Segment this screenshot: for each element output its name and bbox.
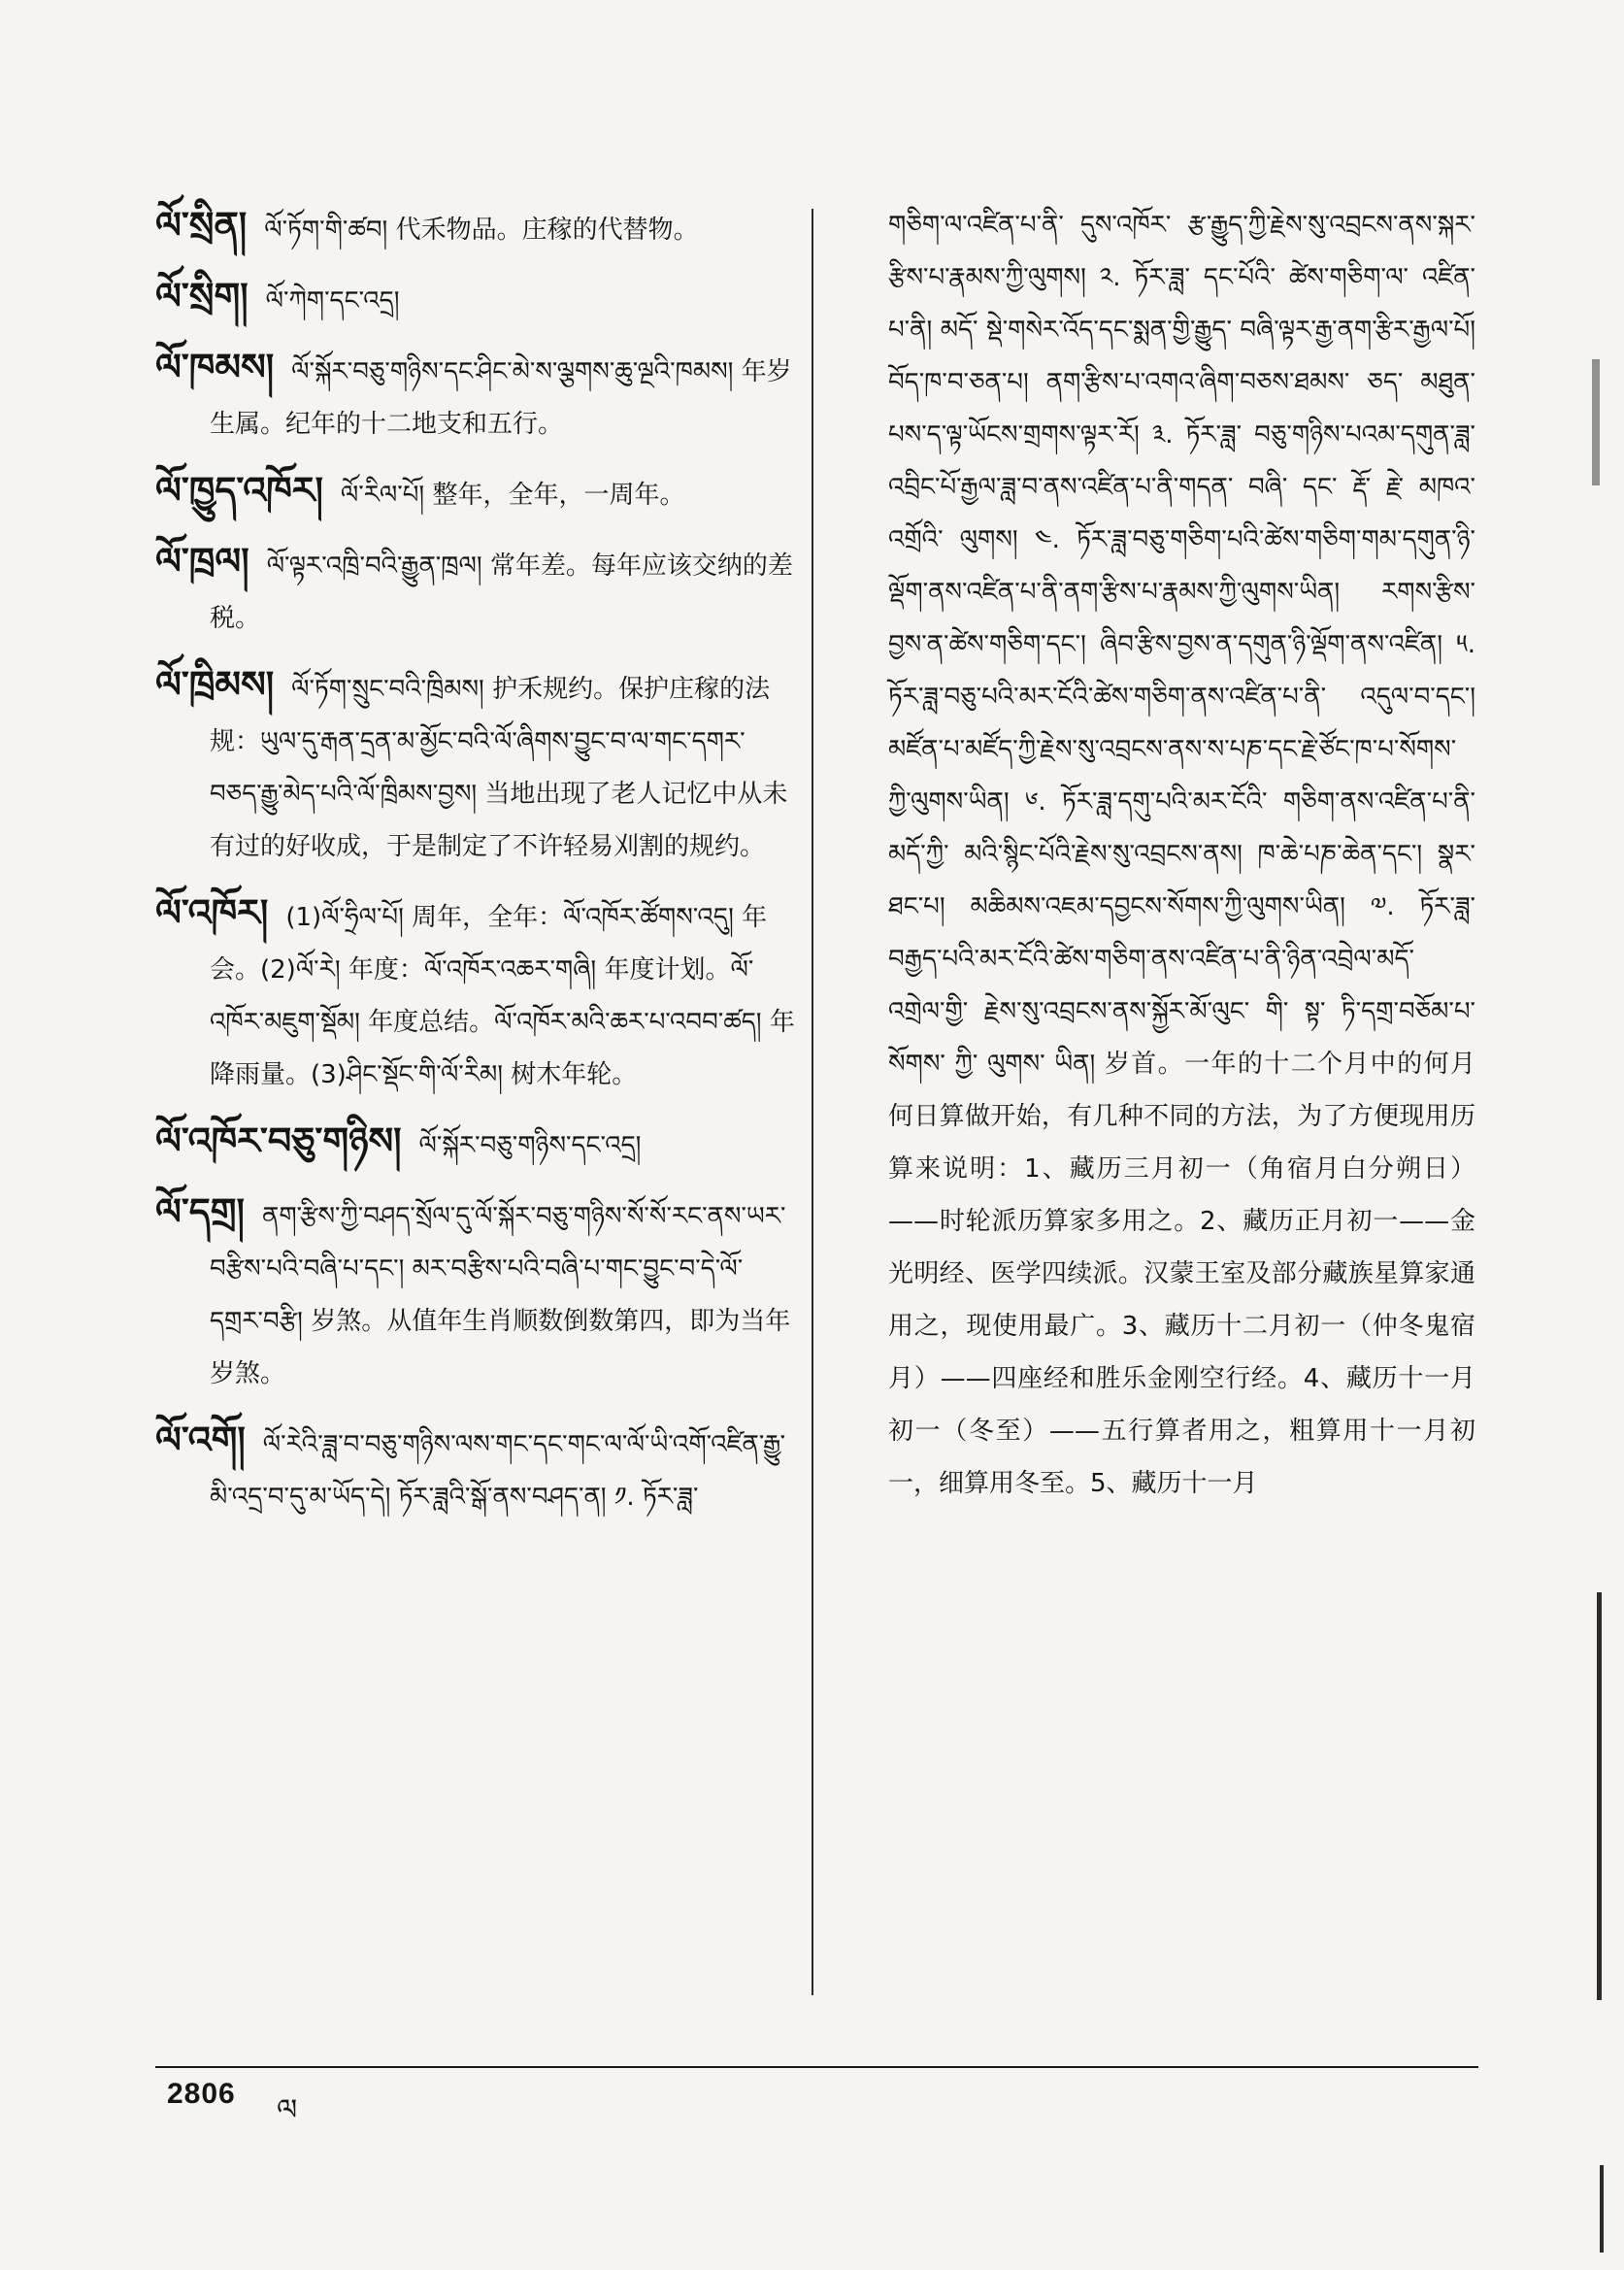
headword: ལོ་ཁམས། (155, 345, 275, 388)
tibetan-definition: ནག་རྩིས་ཀྱི་བཤད་སྲོལ་དུ་ལོ་སྐོར་བཅུ་གཉིས་སོ་སོ་རང་ནས་ཡར་བརྩིས་པའི་བཞི་པ་དང་། མར་བརྩིས་པའི་བཞི་པ་གང་བྱུང་བ་དེ་ལོ་དགྲར་བརྩི། (210, 1202, 786, 1336)
chinese-definition: 周年，全年：ལོ་འཁོར་ཚོགས་འདུ། 年会。(2)ལོ་རེ། 年度：ལོ་འཁོར་འཆར་གཞི། 年度计划。ལོ་འཁོར་མཇུག་སྡོམ། 年度总结。ལོ་འཁོར་མའི་ཆར་པ་འབབ་ཚད། 年降雨量。(3)ཤིང་སྡོང་གི་ལོ་རིམ། 树木年轮。 (210, 903, 795, 1089)
column-divider (812, 209, 813, 1995)
right-column (888, 199, 1475, 1510)
headword: ལོ་འགོ། (155, 1418, 246, 1461)
headword: ལོ་སྲིག། (155, 274, 249, 317)
chinese-definition: 年岁生属。纪年的十二地支和五行。 (210, 357, 792, 439)
tibetan-definition: ལོ་ཏོག་སྲུང་བའི་ཁྲིམས། (291, 675, 493, 704)
chinese-definition: 常年差。每年应该交纳的差税。 (210, 551, 793, 633)
chinese-text: 岁首。一年的十二个月中的何月何日算做开始，有几种不同的方法，为了方便现用历算来说明：1、藏历三月初一（角宿月白分朔日）——时轮派历算家多用之。2、藏历正月初一——金光明经、医学四续派。汉蒙王室及部分藏族星算家通用之，现使用最广。3、藏历十二月初一（仲冬鬼宿月）——四座经和胜乐金刚空行经。4、藏历十一月初一（冬至）——五行算者用之，粗算用十一月初一，细算用冬至。5、藏历十一月 (888, 1050, 1475, 1498)
tibetan-definition: ལོ་ལྟར་འཁྲི་བའི་རྒྱུན་ཁྲལ། (266, 551, 490, 581)
tibetan-text: གཅིག་ལ་འཛིན་པ་ནི་ དུས་འཁོར་ རྩ་རྒྱུད་ཀྱི་རྗེས་སུ་འབྲངས་ནས་སྐར་རྩིས་པ་རྣམས་ཀྱི་ལུགས། ༢. ཏོར་ཟླ་ དང་པོའི་ ཚེས་གཅིག་ལ་ འཛིན་ པ་ནི། མདོ་ སྡེ་གསེར་འོད་དང་སྨན་གྱི་རྒྱུད་ བཞི་ལྟར་རྒྱ་ནག་རྩིར་རྒྱལ་པོ། བོད་ཁ་བ་ཅན་པ། ནག་རྩིས་པ་འགའ་ཞིག་བཅས་ཐམས་ ཅད་ མཐུན་ པས་ད་ལྟ་ཡོངས་གྲགས་ལྟར་རོ། ༣. ཏོར་ཟླ་ བཅུ་གཉིས་པའམ་དགུན་ཟླ་འབྲིང་པོ་རྒྱལ་ཟླ་བ་ནས་འཛིན་པ་ནི་གདན་ བཞི་ དང་ རྡོ་ རྗེ་ མཁའ་ འགྲོའི་ ལུགས། ༤. ཏོར་ཟླ་བཅུ་གཅིག་པའི་ཚེས་གཅིག་གམ་དགུན་ཉི་ལྡོག་ནས་འཛིན་པ་ནི་ནག་རྩིས་པ་རྣམས་ཀྱི་ལུགས་ཡིན། རགས་རྩིས་བྱས་ན་ཚེས་གཅིག་དང་། ཞིབ་རྩིས་བྱས་ན་དགུན་ཉི་ལྡོག་ནས་འཛིན། ༥. ཏོར་ཟླ་བཅུ་པའི་མར་ངོའི་ཚེས་གཅིག་ནས་འཛིན་པ་ནི་ འདུལ་བ་དང་། མཛོན་པ་མཛོད་ཀྱི་རྗེས་སུ་འབྲངས་ནས་ས་པཎ་དང་རྗེ་ཙོང་ཁ་པ་སོགས་ཀྱི་ལུགས་ཡིན། ༦. ཏོར་ཟླ་དགུ་པའི་མར་ངོའི་ གཅིག་ནས་འཛིན་པ་ནི་མདོ་ཀྱི་ མའི་སྙིང་པོའི་རྗེས་སུ་འབྲངས་ནས། ཁ་ཆེ་པཎ་ཆེན་དང་། སྣར་ཐང་པ། མཆིམས་འཇམ་དབྱངས་སོགས་ཀྱི་ལུགས་ཡིན། ༧. ཏོར་ཟླ་བརྒྱད་པའི་མར་ངོའི་ཚེས་གཅིག་ནས་འཛིན་པ་ནི་ཉིན་འབྲེལ་མདོ་ འགྲེལ་གྱི་ རྗེས་སུ་འབྲངས་ནས་སྐྱོར་མོ་ལུང་ གི་ སྟ་ ཏི་དགྲ་བཅོམ་པ་ སོགས་ ཀྱི་ ལུགས་ ཡིན། (888, 211, 1475, 1079)
continued-definition (888, 199, 1475, 1510)
entry (155, 199, 796, 256)
headword: ལོ་ཁྱུད་འཁོར། (155, 468, 323, 512)
entry (155, 270, 796, 327)
chinese-definition: 整年，全年，一周年。 (432, 481, 685, 510)
tibetan-definition: ལོ་ཀེག་དང་འདྲ། (265, 286, 400, 316)
headword: ལོ་དགྲ། (155, 1189, 245, 1233)
page-number: 2806 (167, 2078, 236, 2110)
left-column (155, 199, 796, 1537)
guide-letter: ལ (277, 2093, 298, 2127)
entry (155, 1185, 796, 1400)
entry (155, 1115, 796, 1172)
tibetan-definition: ལོ་སྐོར་བཅུ་གཉིས་དང་འདྲ། (418, 1131, 642, 1160)
tibetan-definition: ལོ་རིལ་པོ། (340, 481, 433, 510)
entry (155, 535, 796, 645)
headword: ལོ་འཁོར་བཅུ་གཉིས། (155, 1118, 402, 1162)
chinese-definition: 岁煞。从值年生肖顺数倒数第四，即为当年岁煞。 (210, 1307, 791, 1388)
headword: ལོ་ཁྲལ། (155, 539, 249, 583)
entry (155, 464, 796, 521)
tibetan-definition: (1)ལོ་ཧྲིལ་པོ། (285, 903, 413, 932)
entry (155, 1414, 796, 1523)
headword: ལོ་འཁོར། (155, 890, 269, 934)
tibetan-definition: ལོ་རེའི་ཟླ་བ་བཅུ་གཉིས་ལས་གང་དང་གང་ལ་ལོ་ཡི་འགོ་འཛིན་རྒྱུ་མི་འདྲ་བ་དུ་མ་ཡོད་དེ། ཏོར་ཟླའི་སྒོ་ནས་བཤད་ན། ༡. ཏོར་ཟླ་ (210, 1430, 786, 1512)
scan-edge-mark (1597, 1592, 1602, 2000)
entry (155, 886, 796, 1101)
headword: ལོ་ཁྲིམས། (155, 662, 275, 706)
footer-rule (155, 2066, 1478, 2068)
scan-edge-mark (1592, 359, 1600, 485)
scan-edge-mark (1600, 2165, 1604, 2253)
headword: ལོ་སྲིན། (155, 203, 248, 247)
chinese-definition: 代禾物品。庄稼的代替物。 (395, 216, 699, 245)
entry (155, 341, 796, 451)
tibetan-definition: ལོ་སྐོར་བཅུ་གཉིས་དང་ཤིང་མེ་ས་ལྕགས་ཆུ་ལྔའི་ཁམས། (291, 357, 742, 386)
tibetan-definition: ལོ་ཏོག་གི་ཚབ། (264, 216, 396, 245)
entry (155, 658, 796, 873)
chinese-definition: 护禾规约。保护庄稼的法规：ཡུལ་དུ་རྒན་དྲན་མ་མྱོང་བའི་ལོ་ཞིགས་བྱུང་བ་ལ་གང་དགར་བཅད་རྒྱུ་མེད་པའི་ལོ་ཁྲིམས་བྱས། 当地出现了老人记忆中从未有过的好收成，于是制定了不许轻易刈割的规约。 (210, 675, 788, 861)
